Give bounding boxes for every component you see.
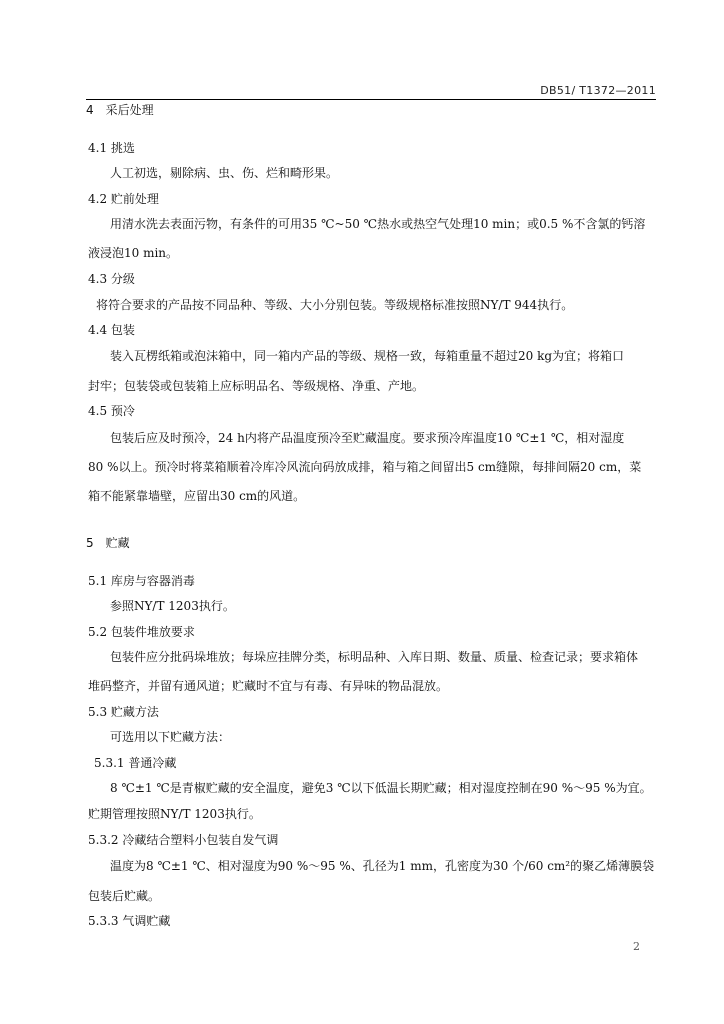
section-5-2-line-2: 堆码整齐，并留有通风道；贮藏时不宜与有毒、有异味的物品混放。	[88, 679, 449, 693]
section-4-5-heading: 4.5 预冷	[88, 404, 135, 418]
standard-code: DB51/ T1372—2011	[540, 84, 656, 97]
section-5-3-3-heading: 5.3.3 气调贮藏	[88, 914, 171, 928]
section-5-2-line-1: 包装件应分批码垛堆放；每垛应挂牌分类，标明品种、入库日期、数量、质量、检查记录；要求箱体	[110, 650, 639, 664]
section-5-3-1-line-1: 8 ℃±1 ℃是青椒贮藏的安全温度，避免3 ℃以下低温长期贮藏；相对湿度控制在90 %～95 %为宜。	[110, 781, 652, 795]
page-number: 2	[633, 940, 640, 953]
section-5-3-1-heading: 5.3.1 普通冷藏	[94, 756, 177, 770]
section-4-4-line-2: 封牢；包装袋或包装箱上应标明品名、等级规格、净重、产地。	[88, 379, 425, 393]
section-5-3-heading: 5.3 贮藏方法	[88, 705, 159, 719]
section-4-3-heading: 4.3 分级	[88, 272, 135, 286]
section-5-1-paragraph: 参照NY/T 1203执行。	[110, 599, 235, 613]
section-4-3-paragraph: 将符合要求的产品按不同品种、等级、大小分别包装。等级规格标准按照NY/T 944执行。	[96, 298, 574, 312]
section-4-2-line-2: 液浸泡10 min。	[88, 246, 179, 260]
section-4-1-paragraph: 人工初选，剔除病、虫、伤、烂和畸形果。	[110, 166, 339, 180]
section-4-2-heading: 4.2 贮前处理	[88, 192, 159, 206]
section-5-3-2-heading: 5.3.2 冷藏结合塑料小包装自发气调	[88, 833, 279, 847]
section-5-2-heading: 5.2 包装件堆放要求	[88, 625, 195, 639]
section-4-4-line-1: 装入瓦楞纸箱或泡沫箱中，同一箱内产品的等级、规格一致，每箱重量不超过20 kg为宜；将箱口	[110, 349, 625, 363]
section-5-3-2-line-1: 温度为8 ℃±1 ℃、相对湿度为90 %～95 %、孔径为1 mm，孔密度为30 个/60 cm²的聚乙烯薄膜袋	[110, 859, 655, 873]
section-4-1-heading: 4.1 挑选	[88, 141, 135, 155]
section-5-3-2-line-2: 包装后贮藏。	[88, 889, 161, 903]
section-4-4-heading: 4.4 包装	[88, 323, 135, 337]
section-5-3-1-line-2: 贮期管理按照NY/T 1203执行。	[88, 807, 261, 821]
section-4-2-line-1: 用清水洗去表面污物，有条件的可用35 ℃~50 ℃热水或热空气处理10 min；或0.5 %不含氯的钙溶	[110, 217, 646, 231]
section-4-5-line-3: 箱不能紧靠墙壁，应留出30 cm的风道。	[88, 489, 306, 503]
section-4-5-line-2: 80 %以上。预冷时将菜箱顺着冷库冷风流向码放成排，箱与箱之间留出5 cm缝隙，每排间隔20 cm，菜	[88, 460, 642, 474]
section-5-heading: 5 贮藏	[86, 536, 130, 550]
header-divider	[86, 99, 656, 100]
section-4-5-line-1: 包装后应及时预冷，24 h内将产品温度预冷至贮藏温度。要求预冷库温度10 ℃±1 ℃，相对湿度	[110, 431, 625, 445]
section-5-3-paragraph: 可选用以下贮藏方法：	[110, 730, 231, 744]
section-5-1-heading: 5.1 库房与容器消毒	[88, 574, 195, 588]
section-4-heading: 4 采后处理	[86, 103, 154, 117]
